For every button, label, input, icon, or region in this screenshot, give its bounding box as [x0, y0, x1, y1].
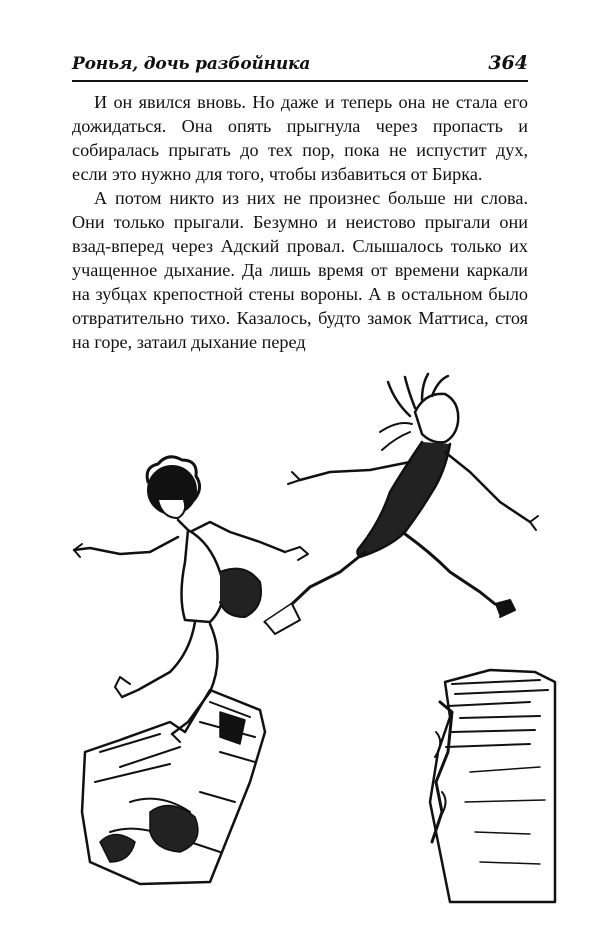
page-number: 364	[488, 52, 528, 74]
left-cliff	[82, 690, 265, 884]
paragraph: И он явился вновь. Но даже и теперь она не стала его дожидаться. Она опять прыгнула через пропасть и собиралась прыгать до тех пор, пока не испустит дух, если это нужно для того, чтобы избавиться от Бирка.	[72, 92, 528, 184]
girl-figure	[74, 457, 308, 742]
chasm-jump-illustration	[60, 372, 560, 912]
header-rule	[72, 80, 528, 82]
paragraph: А потом никто из них не произнес больше ни слова. Они только прыгали. Безумно и неистово прыгали они взад-вперед через Адский провал. Слышалось только их учащенное дыхание. Да лишь время от времени каркали на зубцах крепостной стены вороны. А в остальном было отвратительно тихо. Казалось, будто замок Маттиса, стоя на горе, затаил дыхание перед	[72, 188, 528, 352]
running-title: Ронья, дочь разбойника	[72, 54, 311, 74]
page-header	[72, 54, 528, 82]
boy-figure	[265, 374, 538, 634]
body-text	[72, 90, 528, 354]
right-cliff	[430, 670, 555, 902]
